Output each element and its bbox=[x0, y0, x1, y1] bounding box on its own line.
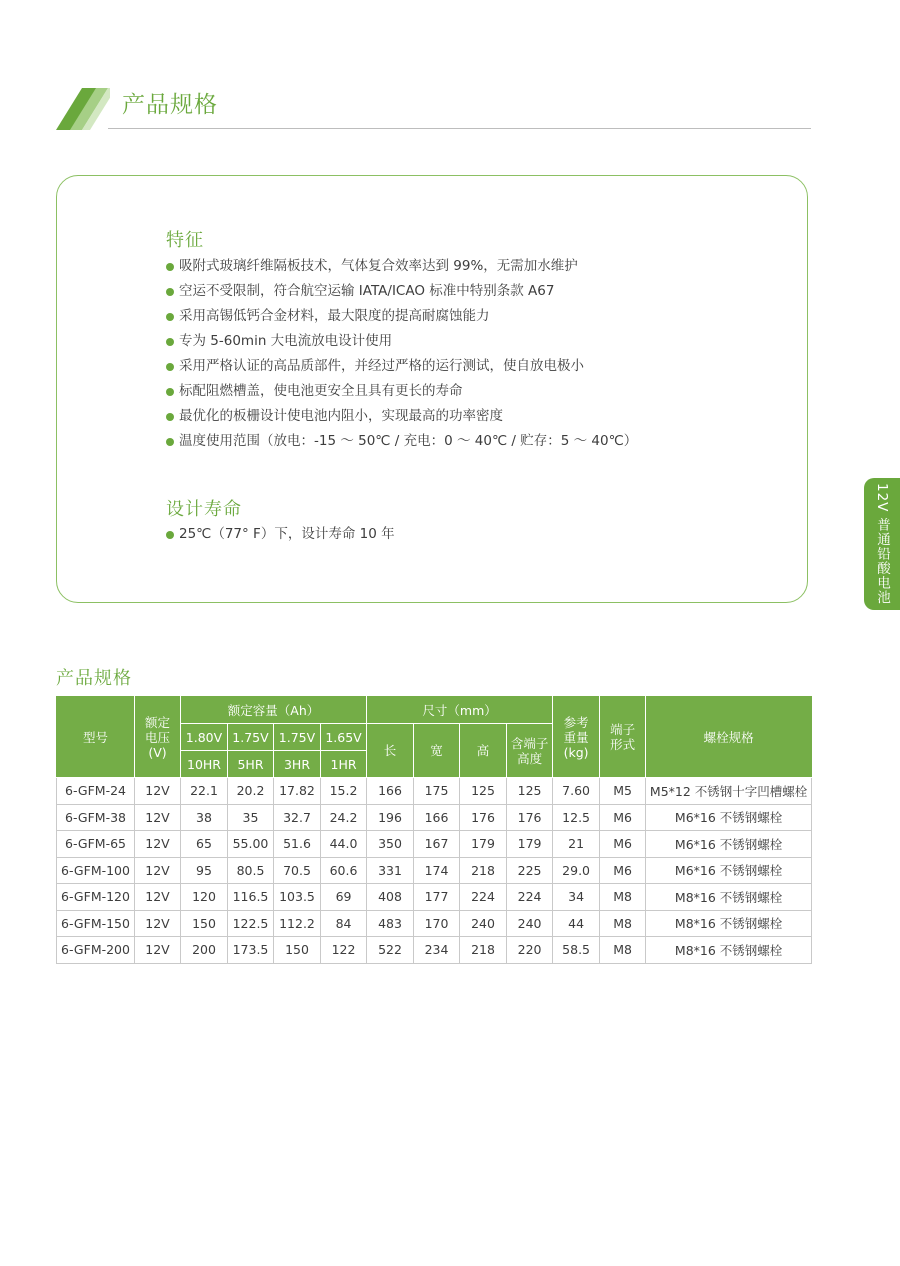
bullet-dot-icon bbox=[166, 288, 174, 296]
header-voltage: 额定 电压 (V) bbox=[135, 697, 181, 778]
table-cell: M8*16 不锈钢螺栓 bbox=[646, 910, 812, 937]
table-cell: M8 bbox=[600, 937, 646, 964]
table-cell: 12V bbox=[135, 910, 181, 937]
list-item: 温度使用范围（放电：-15 ～ 50℃ / 充电：0 ～ 40℃ / 贮存：5 ～ 40℃） bbox=[166, 429, 637, 454]
table-cell: 179 bbox=[507, 831, 553, 858]
table-cell: 167 bbox=[414, 831, 460, 858]
table-cell: 240 bbox=[507, 910, 553, 937]
table-cell: 6-GFM-200 bbox=[57, 937, 135, 964]
list-item: 空运不受限制，符合航空运输 IATA/ICAO 标准中特别条款 A67 bbox=[166, 279, 637, 304]
table-cell: 218 bbox=[460, 857, 507, 884]
header-stripes-logo bbox=[56, 88, 110, 130]
table-cell: 84 bbox=[321, 910, 367, 937]
table-cell: 12V bbox=[135, 804, 181, 831]
table-cell: 176 bbox=[507, 804, 553, 831]
table-row bbox=[57, 778, 812, 805]
table-cell: 175 bbox=[414, 778, 460, 805]
bullet-dot-icon bbox=[166, 338, 174, 346]
table-cell: 170 bbox=[414, 910, 460, 937]
table-cell: 224 bbox=[460, 884, 507, 911]
features-heading: 特征 bbox=[166, 230, 204, 251]
table-cell: 70.5 bbox=[274, 857, 321, 884]
table-cell: 483 bbox=[367, 910, 414, 937]
table-cell: 17.82 bbox=[274, 778, 321, 805]
list-item: 25℃（77° F）下，设计寿命 10 年 bbox=[166, 522, 395, 547]
table-cell: 166 bbox=[414, 804, 460, 831]
table-cell: 122 bbox=[321, 937, 367, 964]
table-cell: 6-GFM-65 bbox=[57, 831, 135, 858]
table-cell: 21 bbox=[553, 831, 600, 858]
bullet-dot-icon bbox=[166, 263, 174, 271]
table-cell: 177 bbox=[414, 884, 460, 911]
table-cell: 103.5 bbox=[274, 884, 321, 911]
header-capacity-voltage: 1.75V bbox=[274, 724, 321, 751]
table-cell: M5 bbox=[600, 778, 646, 805]
table-cell: 24.2 bbox=[321, 804, 367, 831]
table-cell: 179 bbox=[460, 831, 507, 858]
bullet-dot-icon bbox=[166, 313, 174, 321]
table-cell: 32.7 bbox=[274, 804, 321, 831]
header-capacity-rate: 10HR bbox=[181, 751, 228, 778]
spec-table-body bbox=[57, 778, 812, 964]
table-cell: 35 bbox=[228, 804, 274, 831]
header-capacity-rate: 1HR bbox=[321, 751, 367, 778]
list-item: 最优化的板栅设计使电池内阻小，实现最高的功率密度 bbox=[166, 404, 637, 429]
table-cell: M6 bbox=[600, 857, 646, 884]
table-cell: 174 bbox=[414, 857, 460, 884]
table-cell: 22.1 bbox=[181, 778, 228, 805]
list-item: 专为 5-60min 大电流放电设计使用 bbox=[166, 329, 637, 354]
table-cell: 80.5 bbox=[228, 857, 274, 884]
header-width: 宽 bbox=[414, 724, 460, 778]
table-cell: M8 bbox=[600, 910, 646, 937]
header-bolt: 螺栓规格 bbox=[646, 697, 812, 778]
design-life-list bbox=[166, 522, 395, 547]
list-item: 采用严格认证的高品质部件，并经过严格的运行测试，使自放电极小 bbox=[166, 354, 637, 379]
table-cell: 218 bbox=[460, 937, 507, 964]
table-cell: 173.5 bbox=[228, 937, 274, 964]
table-row bbox=[57, 857, 812, 884]
table-cell: 95 bbox=[181, 857, 228, 884]
bullet-dot-icon bbox=[166, 413, 174, 421]
table-cell: M8*16 不锈钢螺栓 bbox=[646, 884, 812, 911]
table-cell: 44 bbox=[553, 910, 600, 937]
table-cell: M5*12 不锈钢十字凹槽螺栓 bbox=[646, 778, 812, 805]
table-cell: 234 bbox=[414, 937, 460, 964]
header-total-height: 含端子 高度 bbox=[507, 724, 553, 778]
table-cell: M6 bbox=[600, 831, 646, 858]
table-cell: M8*16 不锈钢螺栓 bbox=[646, 937, 812, 964]
table-cell: 34 bbox=[553, 884, 600, 911]
table-cell: 65 bbox=[181, 831, 228, 858]
table-cell: 60.6 bbox=[321, 857, 367, 884]
table-cell: 331 bbox=[367, 857, 414, 884]
bullet-dot-icon bbox=[166, 363, 174, 371]
table-cell: 69 bbox=[321, 884, 367, 911]
table-cell: 12V bbox=[135, 857, 181, 884]
table-cell: 224 bbox=[507, 884, 553, 911]
table-cell: 350 bbox=[367, 831, 414, 858]
table-cell: 150 bbox=[181, 910, 228, 937]
bullet-dot-icon bbox=[166, 388, 174, 396]
table-cell: 200 bbox=[181, 937, 228, 964]
side-tab-label: 12V 普通铅酸电池 bbox=[874, 483, 890, 605]
header-divider bbox=[108, 128, 811, 129]
table-cell: 20.2 bbox=[228, 778, 274, 805]
table-cell: M6*16 不锈钢螺栓 bbox=[646, 831, 812, 858]
list-item: 标配阻燃槽盖，使电池更安全且具有更长的寿命 bbox=[166, 379, 637, 404]
spec-table bbox=[56, 696, 812, 964]
header-capacity-voltage: 1.80V bbox=[181, 724, 228, 751]
table-cell: 29.0 bbox=[553, 857, 600, 884]
header-terminal: 端子 形式 bbox=[600, 697, 646, 778]
table-cell: 15.2 bbox=[321, 778, 367, 805]
header-capacity-rate: 5HR bbox=[228, 751, 274, 778]
spec-table-title: 产品规格 bbox=[56, 668, 132, 689]
bullet-dot-icon bbox=[166, 438, 174, 446]
table-cell: 6-GFM-120 bbox=[57, 884, 135, 911]
table-cell: 55.00 bbox=[228, 831, 274, 858]
bullet-dot-icon bbox=[166, 531, 174, 539]
side-category-tab bbox=[864, 478, 900, 610]
table-cell: M8 bbox=[600, 884, 646, 911]
table-cell: 225 bbox=[507, 857, 553, 884]
header-capacity-rate: 3HR bbox=[274, 751, 321, 778]
table-cell: 38 bbox=[181, 804, 228, 831]
table-cell: 122.5 bbox=[228, 910, 274, 937]
table-row bbox=[57, 937, 812, 964]
table-cell: 12.5 bbox=[553, 804, 600, 831]
table-cell: 44.0 bbox=[321, 831, 367, 858]
table-cell: 120 bbox=[181, 884, 228, 911]
table-cell: 116.5 bbox=[228, 884, 274, 911]
header-dimensions: 尺寸（mm） bbox=[367, 697, 553, 724]
table-cell: 12V bbox=[135, 937, 181, 964]
table-cell: 240 bbox=[460, 910, 507, 937]
design-life-heading: 设计寿命 bbox=[166, 499, 242, 520]
table-cell: 176 bbox=[460, 804, 507, 831]
table-cell: 196 bbox=[367, 804, 414, 831]
table-cell: 220 bbox=[507, 937, 553, 964]
table-cell: M6*16 不锈钢螺栓 bbox=[646, 857, 812, 884]
table-row bbox=[57, 910, 812, 937]
table-cell: 51.6 bbox=[274, 831, 321, 858]
table-cell: 7.60 bbox=[553, 778, 600, 805]
table-cell: 12V bbox=[135, 778, 181, 805]
list-item: 采用高锡低钙合金材料，最大限度的提高耐腐蚀能力 bbox=[166, 304, 637, 329]
table-cell: 112.2 bbox=[274, 910, 321, 937]
header-capacity: 额定容量（Ah） bbox=[181, 697, 367, 724]
table-cell: 522 bbox=[367, 937, 414, 964]
features-list bbox=[166, 254, 637, 454]
table-cell: 12V bbox=[135, 831, 181, 858]
table-row bbox=[57, 831, 812, 858]
table-cell: 125 bbox=[460, 778, 507, 805]
header-capacity-voltage: 1.65V bbox=[321, 724, 367, 751]
list-item: 吸附式玻璃纤维隔板技术，气体复合效率达到 99%，无需加水维护 bbox=[166, 254, 637, 279]
table-cell: M6 bbox=[600, 804, 646, 831]
table-cell: M6*16 不锈钢螺栓 bbox=[646, 804, 812, 831]
table-cell: 166 bbox=[367, 778, 414, 805]
table-cell: 58.5 bbox=[553, 937, 600, 964]
table-cell: 6-GFM-24 bbox=[57, 778, 135, 805]
table-cell: 150 bbox=[274, 937, 321, 964]
table-cell: 6-GFM-38 bbox=[57, 804, 135, 831]
table-cell: 6-GFM-100 bbox=[57, 857, 135, 884]
table-cell: 408 bbox=[367, 884, 414, 911]
table-cell: 6-GFM-150 bbox=[57, 910, 135, 937]
table-cell: 12V bbox=[135, 884, 181, 911]
table-row bbox=[57, 804, 812, 831]
header-weight: 参考 重量 (kg) bbox=[553, 697, 600, 778]
header-capacity-voltage: 1.75V bbox=[228, 724, 274, 751]
header-height: 高 bbox=[460, 724, 507, 778]
header-length: 长 bbox=[367, 724, 414, 778]
page-title: 产品规格 bbox=[122, 92, 218, 118]
table-cell: 125 bbox=[507, 778, 553, 805]
table-row bbox=[57, 884, 812, 911]
header-model: 型号 bbox=[57, 697, 135, 778]
